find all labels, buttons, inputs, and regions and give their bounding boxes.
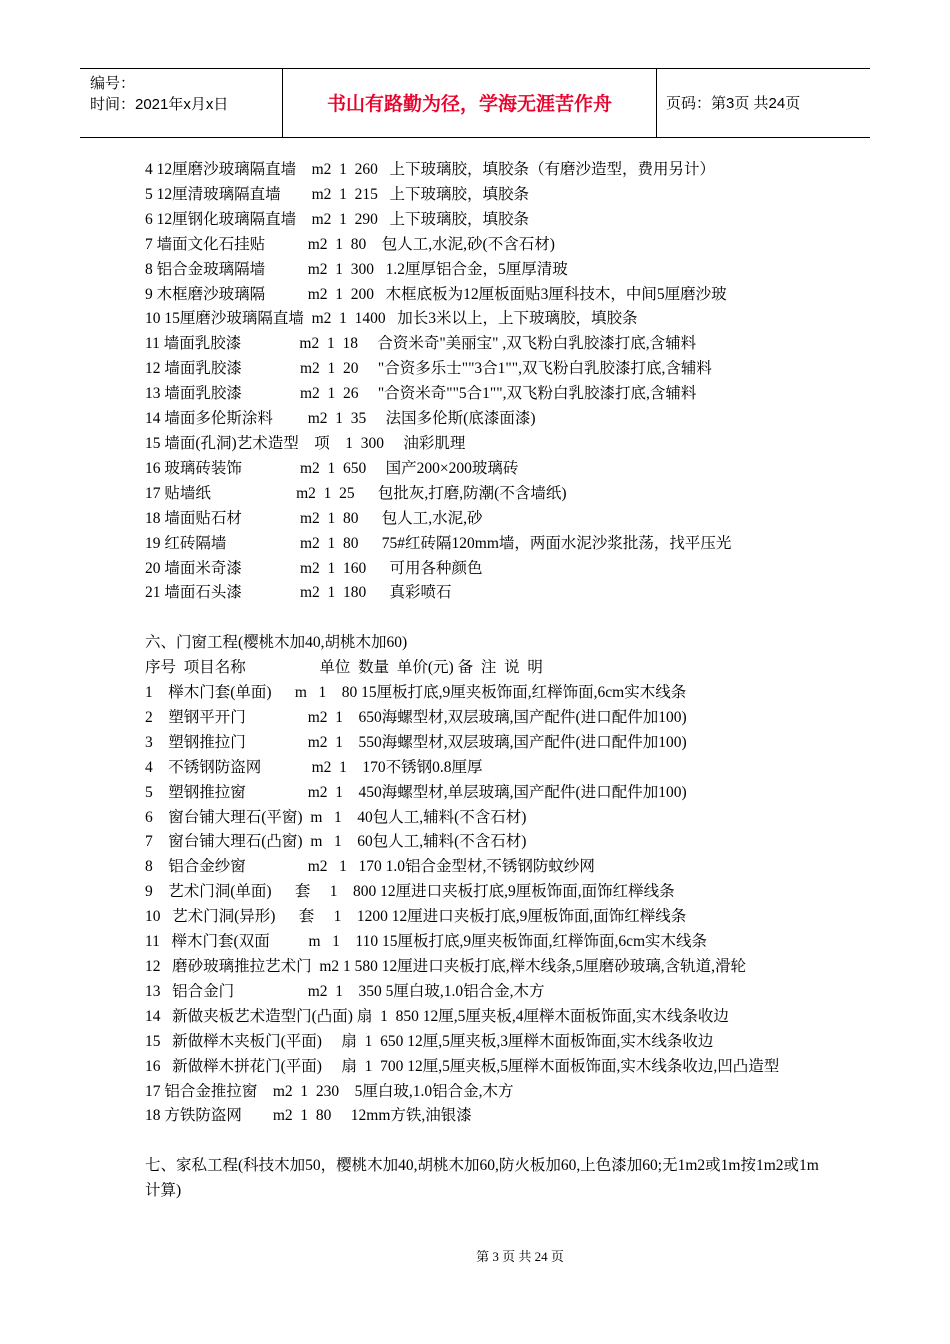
text-line: 16 玻璃砖装饰 m2 1 650 国产200×200玻璃砖 xyxy=(145,459,519,477)
text-line: 3 塑钢推拉门 m2 1 550海螺型材,双层玻璃,国产配件(进口配件加100) xyxy=(145,733,687,751)
text-line: 13 铝合金门 m2 1 350 5厘白玻,1.0铝合金,木方 xyxy=(145,982,545,1000)
text-line: 6 12厘钢化玻璃隔直墙 m2 1 290 上下玻璃胶，填胶条 xyxy=(145,210,530,228)
text-line xyxy=(145,606,825,631)
price-list-lines xyxy=(145,158,825,1055)
text-line: 7 墙面文化石挂贴 m2 1 80 包人工,水泥,砂(不含石材) xyxy=(145,235,555,253)
text-line: 六、门窗工程(樱桃木加40,胡桃木加60) xyxy=(145,634,408,652)
page-footer: 第 3 页 共 24 页 xyxy=(476,1249,564,1264)
text-line: 14 墙面多伦斯涂料 m2 1 35 法国多伦斯(底漆面漆) xyxy=(145,410,536,428)
text-line: 10 艺术门洞(异形) 套 1 1200 12厘进口夹板打底,9厘板饰面,面饰红榉线条 xyxy=(145,908,687,926)
section-heading-furniture: 七、家私工程(科技木加50，樱桃木加40,胡桃木加60,防火板加60,上色漆加60;无1m2或1m按1m2或1m计算) xyxy=(145,1157,819,1200)
text-line: 12 墙面乳胶漆 m2 1 20 "合资多乐士""3合1"",双飞粉白乳胶漆打底,含辅料 xyxy=(145,360,712,378)
text-line: 16 新做榉木拼花门(平面) 扇 1 700 12厘,5厘夹板,5厘榉木面板饰面,实木线条收边,凹凸造型 xyxy=(145,1057,780,1075)
text-line: 5 12厘清玻璃隔直墙 m2 1 215 上下玻璃胶，填胶条 xyxy=(145,185,530,203)
text-line: 2 塑钢平开门 m2 1 650海螺型材,双层玻璃,国产配件(进口配件加100) xyxy=(145,708,687,726)
header-page-number: 页码：第3页 共24页 xyxy=(666,95,801,112)
text-line: 18 方铁防盗网 m2 1 80 12mm方铁,油银漆 xyxy=(145,1107,472,1125)
text-line: 18 墙面贴石材 m2 1 80 包人工,水泥,砂 xyxy=(145,509,483,527)
text-line: 11 榉木门套(双面 m 1 110 15厘板打底,9厘夹板饰面,红榉饰面,6cm实木线条 xyxy=(145,933,708,951)
text-line: 9 艺术门洞(单面) 套 1 800 12厘进口夹板打底,9厘板饰面,面饰红榉线条 xyxy=(145,883,675,901)
text-line: 12 磨砂玻璃推拉艺术门 m2 1 580 12厘进口夹板打底,榉木线条,5厘磨砂玻璃,含轨道,滑轮 xyxy=(145,958,747,975)
serial-label: 编号： xyxy=(90,75,136,92)
text-line: 8 铝合金玻璃隔墙 m2 1 300 1.2厘厚铝合金，5厘厚清玻 xyxy=(145,260,568,278)
text-line: 15 墙面(孔洞)艺术造型 项 1 300 油彩肌理 xyxy=(145,434,466,452)
price-list-lines-after xyxy=(145,1080,825,1155)
text-line: 7 窗台铺大理石(凸窗) m 1 60包人工,辅料(不含石材) xyxy=(145,833,527,851)
text-line: 20 墙面米奇漆 m2 1 160 可用各种颜色 xyxy=(145,559,483,577)
text-line: 17 铝合金推拉窗 m2 1 230 5厘白玻,1.0铝合金,木方 xyxy=(145,1082,514,1100)
text-line: 21 墙面石头漆 m2 1 180 真彩喷石 xyxy=(145,584,452,602)
text-line: 4 不锈钢防盗网 m2 1 170不锈钢0.8厘厚 xyxy=(145,758,483,776)
text-line: 10 15厘磨沙玻璃隔直墙 m2 1 1400 加长3米以上，上下玻璃胶，填胶条 xyxy=(145,310,638,328)
text-line: 13 墙面乳胶漆 m2 1 26 "合资米奇""5合1"",双飞粉白乳胶漆打底,含辅料 xyxy=(145,385,697,403)
header-info xyxy=(90,73,228,115)
document-body xyxy=(145,158,825,1204)
date-label: 时间：2021年x月x日 xyxy=(90,96,229,113)
text-line: 序号 项目名称 单位 数量 单价(元) 备 注 说 明 xyxy=(145,659,543,677)
page-header xyxy=(80,68,870,138)
text-line: 11 墙面乳胶漆 m2 1 18 合资米奇"美丽宝" ,双飞粉白乳胶漆打底,含辅料 xyxy=(145,335,697,353)
text-line: 15 新做榉木夹板门(平面) 扇 1 650 12厘,5厘夹板,3厘榉木面板饰面,实木线条收边 xyxy=(145,1032,714,1050)
text-line: 6 窗台铺大理石(平窗) m 1 40包人工,辅料(不含石材) xyxy=(145,808,527,826)
text-line: 14 新做夹板艺术造型门(凸面) 扇 1 850 12厘,5厘夹板,4厘榉木面板饰面,实木线条收边 xyxy=(145,1007,729,1025)
text-line: 4 12厘磨沙玻璃隔直墙 m2 1 260 上下玻璃胶，填胶条（有磨沙造型，费用另计） xyxy=(145,161,716,178)
text-line: 5 塑钢推拉窗 m2 1 450海螺型材,单层玻璃,国产配件(进口配件加100) xyxy=(145,783,687,801)
header-motto: 书山有路勤为径，学海无涯苦作舟 xyxy=(326,94,612,115)
text-line: 8 铝合金纱窗 m2 1 170 1.0铝合金型材,不锈钢防蚊纱网 xyxy=(145,858,595,876)
text-line: 17 贴墙纸 m2 1 25 包批灰,打磨,防潮(不含墙纸) xyxy=(145,484,567,502)
header-divider xyxy=(656,69,657,137)
text-line xyxy=(145,1129,825,1154)
text-line: 1 榉木门套(单面) m 1 80 15厘板打底,9厘夹板饰面,红榉饰面,6cm实木线条 xyxy=(145,684,687,702)
text-line: 9 木框磨沙玻璃隔 m2 1 200 木框底板为12厘板面贴3厘科技木，中间5厘磨沙玻 xyxy=(145,285,727,303)
text-line: 19 红砖隔墙 m2 1 80 75#红砖隔120mm墙，两面水泥沙浆批荡，找平压光 xyxy=(145,534,732,552)
